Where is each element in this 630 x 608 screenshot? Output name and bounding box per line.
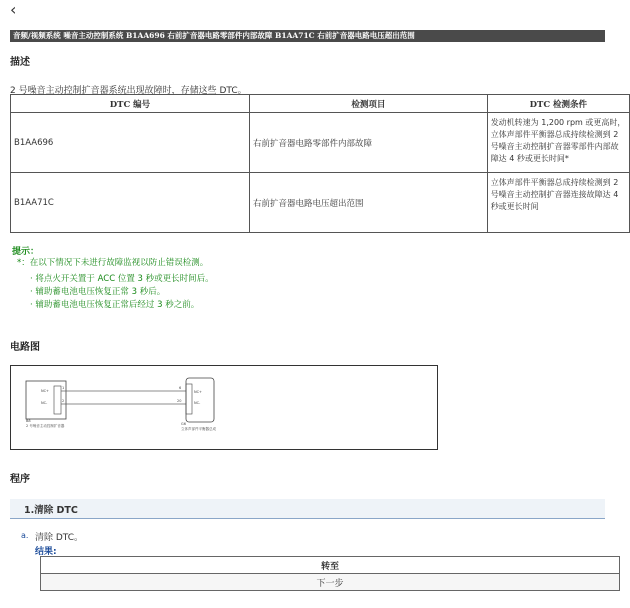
dtc-code-cell: B1AA696 [11,113,250,173]
right-connector-code: G6 [181,422,186,426]
hint-item-text: 辅助蓄电池电压恢复正常 3 秒后。 [35,287,166,297]
detection-condition-cell: 立体声部件平衡器总成持续检测到 2 号噪音主动控制扩音器连接故障达 4 秒或更长时间 [487,173,629,233]
description-heading: 描述 [10,57,30,68]
hint-item: · 将点火开关置于 ACC 位置 3 秒或更长时间后。 [30,274,214,284]
hint-item: · 辅助蓄电池电压恢复正常 3 秒后。 [30,287,166,297]
hint-item-text: 辅助蓄电池电压恢复正常后经过 3 秒之前。 [35,300,200,310]
right-component-box [186,378,214,422]
right-pin-label: 20 [177,399,182,403]
result-label: 结果: [35,547,57,557]
dtc-code-cell: B1AA71C [11,173,250,233]
goto-table [40,556,620,591]
svg-text:NC+: NC+ [41,389,49,393]
hint-item: · 辅助蓄电池电压恢复正常后经过 3 秒之前。 [30,300,200,310]
dtc-table-header-row [11,95,630,113]
left-connector [54,386,61,414]
detection-item-cell: 右前扩音器电路零部件内部故障 [249,113,487,173]
back-icon[interactable]: ‹ [10,0,17,19]
left-component-label: 2 号噪音主动控制扩音器 [26,424,65,428]
hint-intro: *：在以下情况下未进行故障监视以防止错误检测。 [17,258,209,268]
svg-text:NC+: NC+ [194,390,202,394]
circuit-heading: 电路图 [10,342,40,353]
left-pin-label: 1 [62,386,65,390]
right-connector [186,384,192,414]
wiring-diagram-svg [11,366,437,449]
svg-text:NC-: NC- [194,401,201,405]
table-row [11,113,630,173]
left-pin-label: 2 [62,399,65,403]
detection-item-cell: 右前扩音器电路电压超出范围 [249,173,487,233]
dtc-code-header: DTC 编号 [11,95,250,113]
right-pin-label: 6 [179,386,182,390]
goto-header: 转至 [41,557,620,574]
sub-step-text: 清除 DTC。 [35,533,84,543]
description-text: 2 号噪音主动控制扩音器系统出现故障时，存储这些 DTC。 [10,86,247,96]
right-component-label: 立体声部件平衡器总成 [181,427,216,431]
detection-condition-cell: 发动机转速为 1,200 rpm 或更高时，立体声部件平衡器总成持续检测到 2 号噪音主动控制扩音器零部件内部故障达 4 秒或更长时间* [487,113,629,173]
detection-condition-header: DTC 检测条件 [487,95,629,113]
page-title-bar: 音频/视频系统 噪音主动控制系统 B1AA696 右前扩音器电路零部件内部故障 B1AA71C 右前扩音器电路电压超出范围 [10,30,605,42]
circuit-diagram[interactable] [10,365,438,450]
detection-item-header: 检测项目 [249,95,487,113]
hint-item-text: 将点火开关置于 ACC 位置 3 秒或更长时间后。 [35,274,214,284]
procedure-heading: 程序 [10,474,30,485]
next-step-link[interactable]: 下一步 [41,574,620,591]
procedure-step-header [10,499,605,519]
svg-text:NC-: NC- [41,401,48,405]
sub-step-marker: a. [21,531,29,540]
table-row [11,173,630,233]
dtc-table [10,94,630,233]
left-component-box [26,381,66,419]
hint-title: 提示： [12,247,40,257]
step-title: 1.清除 DTC [24,505,78,516]
left-connector-code: B8 [26,419,31,423]
